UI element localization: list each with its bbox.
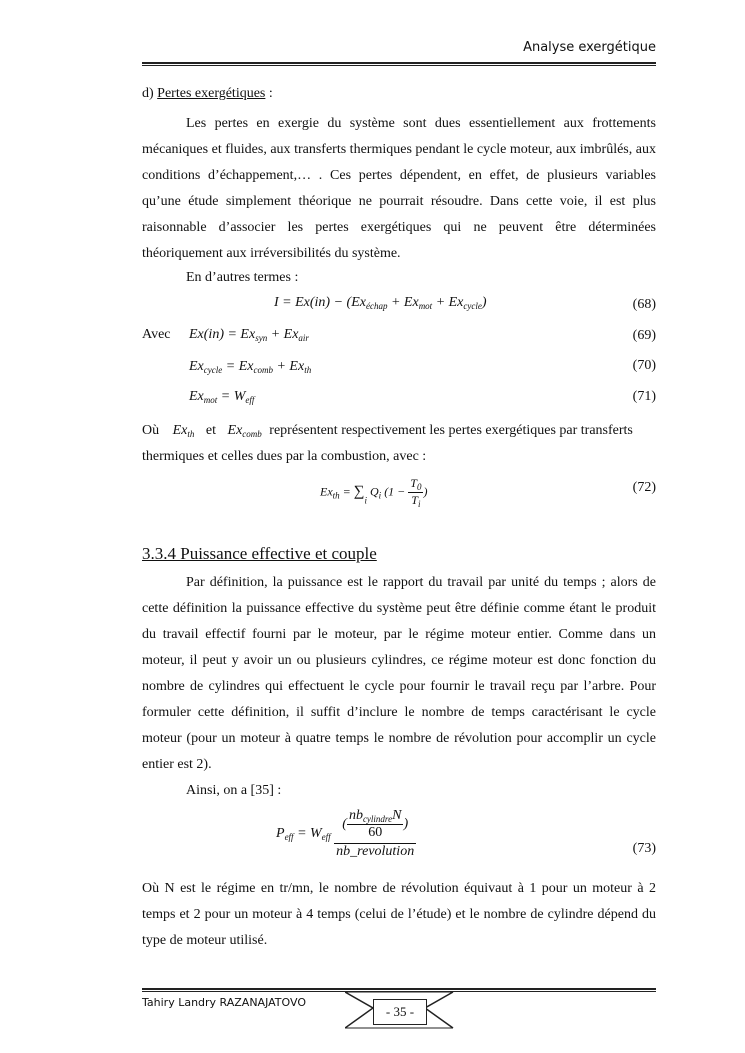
equation-number-70: (70) xyxy=(632,358,656,373)
paragraph-ou-cont: thermiques et celles dues par la combustion, avec : xyxy=(142,449,427,464)
paragraph-pertes: Les pertes en exergie du système sont dues essentiellement aux frottements mécaniques et fluides, aux transferts thermiques pendant le cycle moteur, aux imbrûlés, aux conditions d’échappement,… . Ces pertes dépendent, en effet, de plusieurs variables qu’une étude simplement théorique ne pourrait résoudre. Dans cette voie, il est plus raisonnable d’associer les pertes exergétiques qui ne peuvent être déterminées théoriquement aux irréversibilités du système. xyxy=(142,116,656,261)
equation-73: $P_{eff} = W_{eff}$ ( $\frac{nb_{cylindre}N}{60}$ ) nb_revolution xyxy=(276,808,415,859)
page-number: - 35 - xyxy=(373,999,427,1025)
equation-number-72: (72) xyxy=(632,480,656,495)
paragraph-ou: Où $Ex_{th}$ et $Ex_{comb}$ représentent respectivement les pertes exergétiques par transferts xyxy=(142,423,633,439)
paragraph-ou-n: Où N est le régime en tr/mn, le nombre de révolution équivaut à 1 pour un moteur à 2 temps et 2 pour un moteur à 4 temps (celui de l’étude) et le nombre de cylindre dépend du type de moteur utilisé. xyxy=(142,881,656,948)
symbol-ex-th: $Ex_{th}$ xyxy=(172,423,195,439)
equation-number-69: (69) xyxy=(632,328,656,343)
equation-68: $I = Ex(in) - (Ex_{échap} + Ex_{mot} + Ex_{cycle})$ xyxy=(274,295,487,311)
equation-number-71: (71) xyxy=(632,389,656,404)
equation-72: $Ex_{th} = \sum_i$ $Q_i$ (1 − $\frac{T_0}{T_i}$ ) xyxy=(320,476,428,509)
equation-number-68: (68) xyxy=(632,297,656,312)
section-title: 3.3.4 Puissance effective et couple xyxy=(142,544,377,563)
avec-label: Avec xyxy=(142,327,171,342)
paragraph-ainsi: Ainsi, on a [35] : xyxy=(186,783,282,798)
equation-number-73: (73) xyxy=(632,841,656,856)
equation-69: $Ex(in) = Ex_{syn} + Ex_{air}$ xyxy=(189,327,309,343)
symbol-ex-comb: $Ex_{comb}$ xyxy=(227,423,262,439)
footer-author: Tahiry Landry RAZANAJATOVO xyxy=(142,996,306,1009)
subsection-title: Pertes exergétiques xyxy=(157,86,266,101)
running-header: Analyse exergétique xyxy=(523,40,656,55)
header-rule-thin xyxy=(142,65,656,66)
paragraph-autres-termes: En d’autres termes : xyxy=(186,270,299,285)
header-rule xyxy=(142,62,656,64)
subsection-heading: d) Pertes exergétiques : xyxy=(142,86,273,101)
paragraph-puissance: Par définition, la puissance est le rapport du travail par unité du temps ; alors de cette définition la puissance effective du système peut être définie comme étant le produit du travail effectif fourni par le moteur, par le régime moteur entier. Comme dans un moteur, il peut y avoir un ou plusieurs cylindres, ce régime moteur est donc fonction du nombre de cylindres qui effectuent le cycle pour fournir le travail reçu par l’arbre. Pour formuler cette définition, il suffit d’inclure le nombre de temps caractérisant le cycle moteur (pour un moteur à quatre temps le nombre de révolution pour accomplir un cycle entier est 2). xyxy=(142,575,656,772)
equation-71: $Ex_{mot} = W_{eff}$ xyxy=(189,389,255,405)
equation-70: $Ex_{cycle} = Ex_{comb} + Ex_{th}$ xyxy=(189,359,312,375)
